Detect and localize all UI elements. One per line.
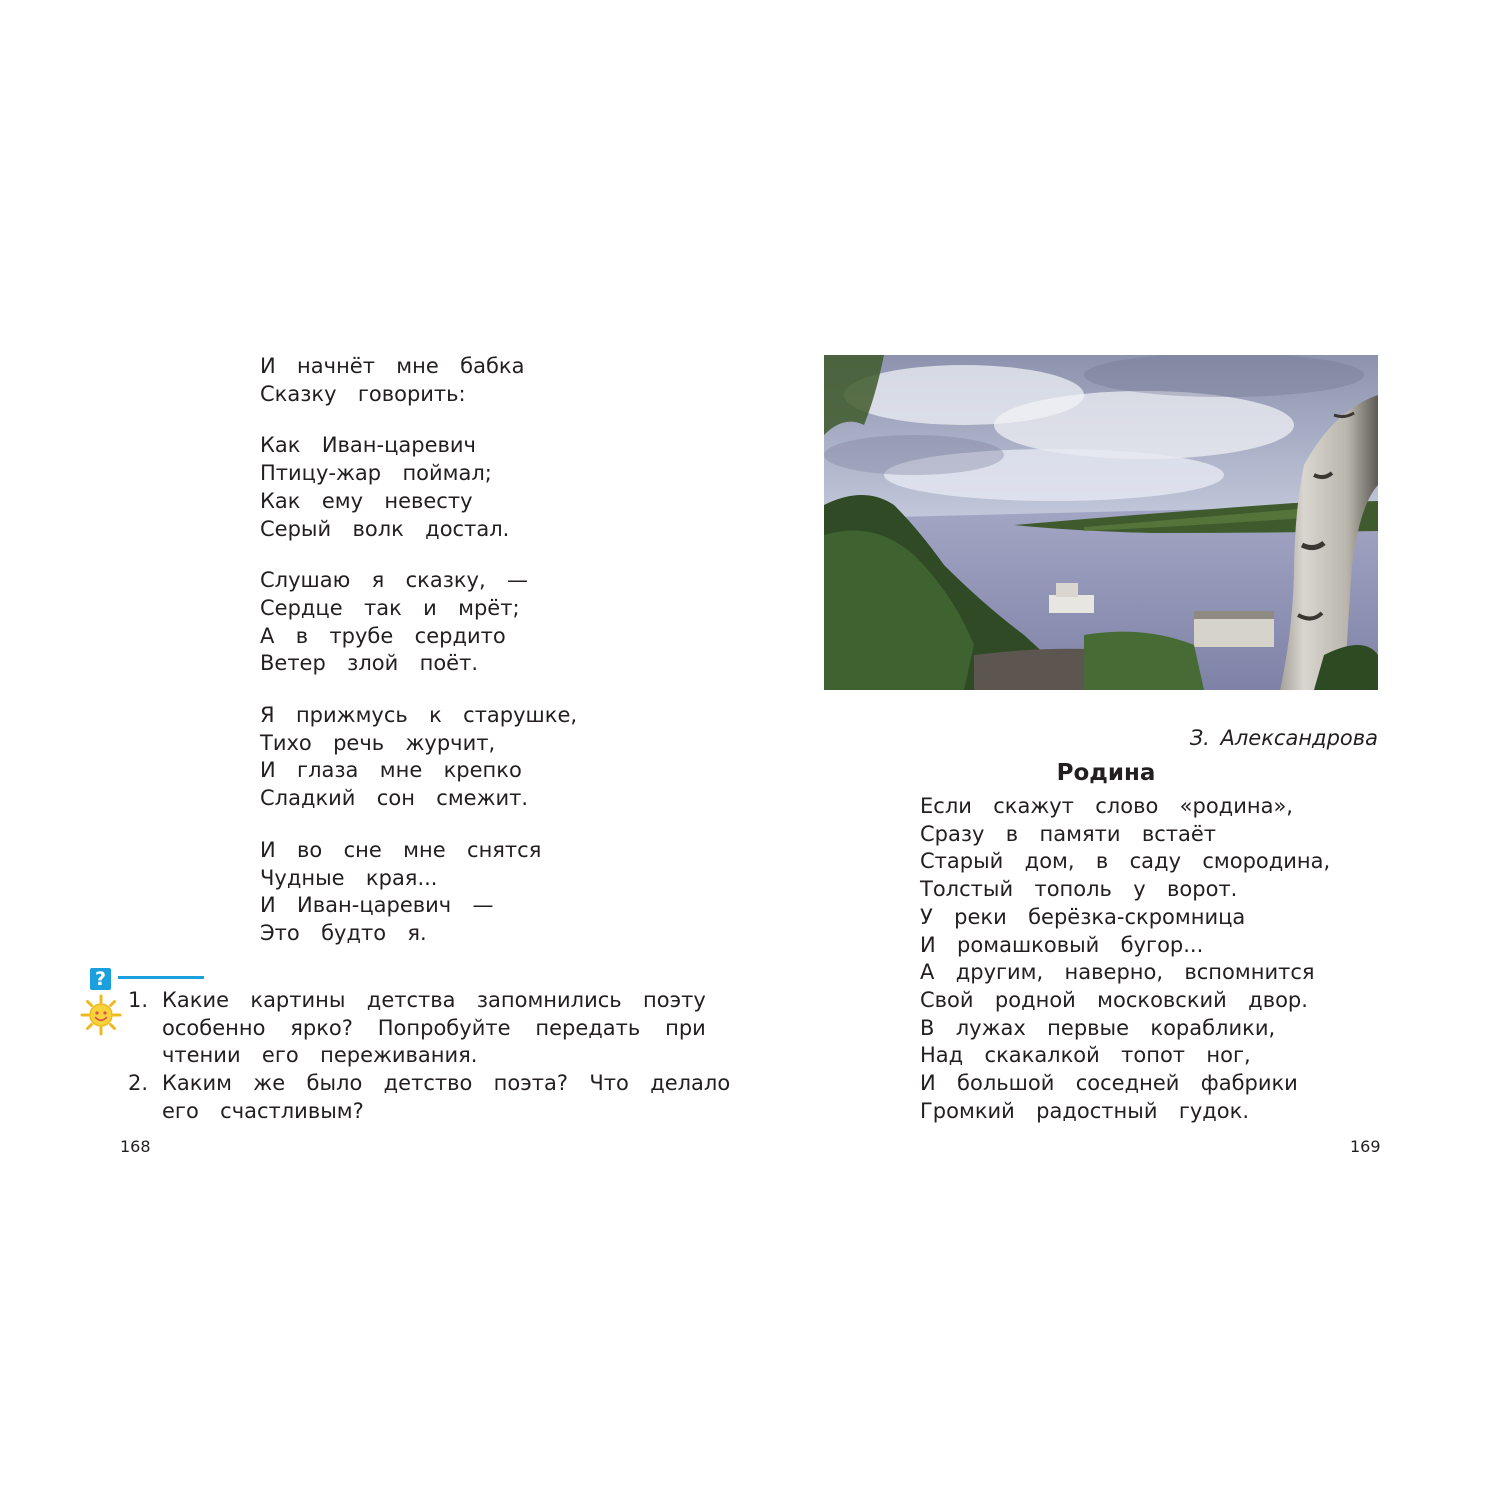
poem-line: Серый волк достал. — [260, 516, 510, 541]
right-poem — [920, 793, 1340, 1125]
poem-line: Над скакалкой топот ног, — [920, 1043, 1251, 1068]
poem-line: Громкий радостный гудок. — [920, 1098, 1250, 1123]
questions-list — [128, 987, 731, 1126]
poem-line: И во сне мне снятся — [260, 837, 542, 862]
poem-line: Свой родной московский двор. — [920, 987, 1308, 1012]
poem-line: А в трубе сердито — [260, 623, 506, 648]
poem-line: У реки берёзка-скромница — [920, 904, 1246, 929]
question-mark-icon: ? — [90, 968, 111, 990]
questions-divider — [118, 976, 204, 979]
question-text — [162, 1070, 730, 1125]
smiling-sun-icon — [80, 994, 122, 1036]
poem-line: Птицу-жар поймал; — [260, 461, 492, 486]
stanza — [260, 432, 680, 543]
left-poem — [260, 353, 680, 972]
poem-line: Старый дом, в саду смородина, — [920, 849, 1331, 874]
poem-line: Сразу в памяти встаёт — [920, 821, 1217, 846]
poem-line: Сладкий сон смежит. — [260, 786, 529, 811]
question-number: 2. — [128, 1071, 149, 1096]
poem-line: Я прижмусь к старушке, — [260, 703, 578, 728]
stanza — [260, 567, 680, 678]
question-line: чтении его переживания. — [162, 1043, 478, 1068]
poem-line: И глаза мне крепко — [260, 758, 522, 783]
question-line: его счастливым? — [162, 1098, 364, 1123]
question-item — [128, 987, 706, 1070]
question-number: 1. — [128, 988, 149, 1012]
poem-line: А другим, наверно, вспомнится — [920, 960, 1315, 985]
poem-line: И начнёт мне бабка — [260, 354, 525, 378]
poem-line: Если скажут слово «родина», — [920, 794, 1293, 818]
poem-line: И ромашковый бугор... — [920, 932, 1204, 957]
poem-line: И Иван-царевич — — [260, 893, 494, 918]
poem-author: З. Александрова — [1189, 726, 1378, 750]
question-line: Какие картины детства запомнились поэту — [162, 988, 706, 1012]
question-line: Каким же было детство поэта? Что делало — [162, 1071, 731, 1096]
page-number-left: 168 — [120, 1137, 151, 1156]
poem-title: Родина — [1056, 760, 1156, 786]
poem-line: И большой соседней фабрики — [920, 1071, 1298, 1096]
poem-line: Как ему невесту — [260, 488, 473, 513]
poem-line: Толстый тополь у ворот. — [920, 877, 1238, 902]
poem-line: Как Иван-царевич — [260, 433, 476, 458]
poem-line: Это будто я. — [260, 920, 427, 945]
poem-line: В лужах первые кораблики, — [920, 1015, 1276, 1040]
poem-line: Ветер злой поёт. — [260, 651, 479, 676]
stanza — [260, 837, 680, 948]
stanza — [260, 353, 680, 408]
poem-line: Сказку говорить: — [260, 381, 466, 406]
poem-line: Чудные края... — [260, 865, 438, 890]
page-number-right: 169 — [1350, 1137, 1381, 1156]
question-line: особенно ярко? Попробуйте передать при — [162, 1015, 706, 1040]
question-text — [162, 987, 706, 1070]
river-landscape-photo — [824, 355, 1378, 690]
poem-line: Тихо речь журчит, — [260, 730, 496, 755]
poem-line: Слушаю я сказку, — — [260, 568, 529, 593]
question-item — [128, 1070, 731, 1125]
stanza — [260, 702, 680, 813]
poem-line: Сердце так и мрёт; — [260, 595, 520, 620]
